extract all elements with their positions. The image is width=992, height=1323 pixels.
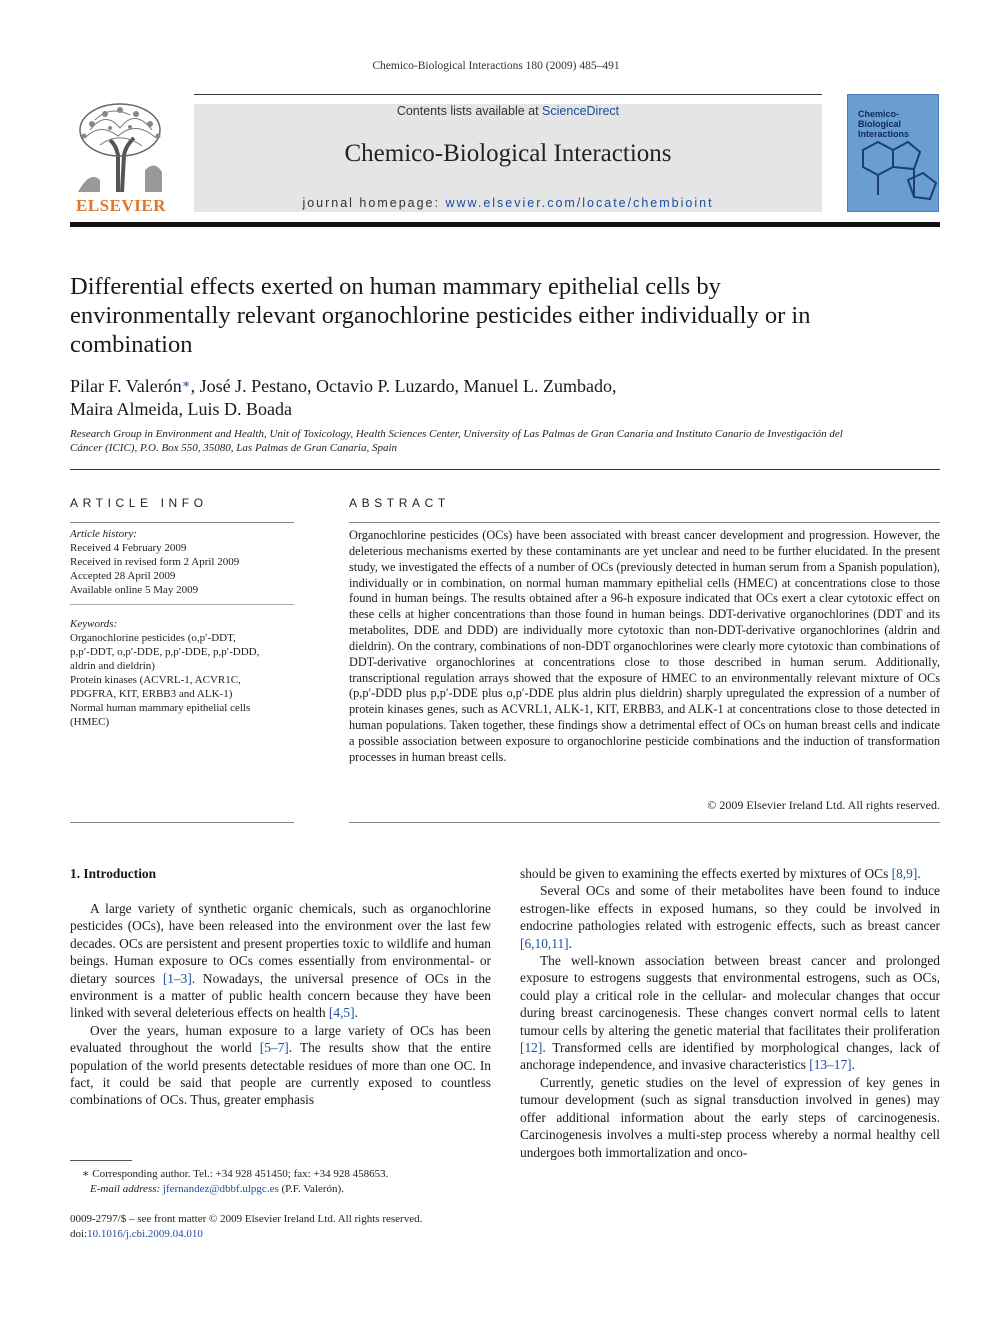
history-item: Accepted 28 April 2009 bbox=[70, 570, 176, 582]
paragraph: Over the years, human exposure to a large variety of OCs has been evaluated throughout the world [5–7]. The results show that the entire population of the world presents detectable residues of more than one OC. In fact, it could be said that people are currently exposed to countless combinations of OCs. Thus, greater emphasis bbox=[70, 1022, 491, 1108]
publisher-name: ELSEVIER bbox=[76, 196, 166, 215]
footnote-email: E-mail address: jfernandez@dbbf.ulpgc.es (P.F. Valerón). bbox=[90, 1182, 344, 1195]
citation-link[interactable]: [5–7] bbox=[259, 1040, 289, 1056]
molecule-icon bbox=[848, 125, 939, 212]
author-first[interactable]: Pilar F. Valerón bbox=[70, 376, 182, 396]
history-item: Received in revised form 2 April 2009 bbox=[70, 556, 240, 568]
doi-link[interactable]: 10.1016/j.cbi.2009.04.010 bbox=[87, 1227, 203, 1240]
article-title: Differential effects exerted on human mammary epithelial cells by environmentally relevant organochlorine pesticides either individually or in combination bbox=[70, 273, 811, 358]
keyword-line: (HMEC) bbox=[70, 716, 110, 728]
paragraph: Several OCs and some of their metabolites have been found to induce estrogen-like effects in exposed humans, so they could be involved in endocrine pathologies related with estrogenic effects, such as breast cancer [6,10,11]. bbox=[520, 883, 940, 951]
tree-icon bbox=[70, 100, 172, 195]
cover-title-line1: Chemico-Biological bbox=[858, 109, 902, 129]
author-list bbox=[70, 372, 770, 421]
keyword-line: Organochlorine pesticides (o,p′-DDT, bbox=[70, 632, 236, 644]
header-thick-rule bbox=[70, 222, 940, 227]
footnote-corresponding: ∗ Corresponding author. Tel.: +34 928 451450; fax: +34 928 458653. bbox=[82, 1168, 389, 1180]
citation-link[interactable]: [4,5] bbox=[328, 1005, 355, 1021]
issn-line: 0009-2797/$ – see front matter © 2009 Elsevier Ireland Ltd. All rights reserved. bbox=[70, 1213, 423, 1225]
keywords-label: Keywords: bbox=[70, 618, 118, 630]
info-rule-mid bbox=[70, 604, 294, 605]
body-column-left bbox=[70, 900, 491, 1109]
history-item: Available online 5 May 2009 bbox=[70, 584, 199, 596]
paragraph: should be given to examining the effects exerted by mixtures of OCs [8,9]. bbox=[520, 866, 921, 881]
contents-line bbox=[194, 104, 822, 118]
elsevier-logo[interactable] bbox=[70, 100, 172, 218]
authors-rest-line1: , José J. Pestano, Octavio P. Luzardo, Manuel L. Zumbado, bbox=[190, 376, 617, 396]
abstract-rule-bottom bbox=[349, 822, 940, 823]
journal-title: Chemico-Biological Interactions bbox=[344, 140, 672, 167]
authors-line2: Maira Almeida, Luis D. Boada bbox=[70, 399, 292, 419]
contents-prefix: Contents lists available at bbox=[396, 104, 543, 118]
affiliation: Research Group in Environment and Health, Unit of Toxicology, Health Sciences Center, University of Las Palmas de Gran Canaria and Instituto Canario de Investigación del Cáncer (ICIC), P.O. Box 550, 35080, Las Palmas de Gran Canaria, Spain bbox=[70, 428, 843, 454]
history-label: Article history: bbox=[70, 528, 137, 540]
paragraph: Currently, genetic studies on the level of expression of key genes in tumour development (such as signal transduction involved in genes) may offer additional information about the early steps of carcinogenesis. Carcinogenesis involves a multi-step process whereby a normal healthy cell undergoes both immortalization and onco- bbox=[520, 1074, 940, 1160]
footnote-rule bbox=[70, 1160, 132, 1161]
article-history bbox=[70, 527, 294, 597]
keyword-line: Protein kinases (ACVRL-1, ACVR1C, bbox=[70, 674, 241, 686]
keyword-line: Normal human mammary epithelial cells bbox=[70, 702, 251, 714]
doi-line: doi:10.1016/j.cbi.2009.04.010 bbox=[70, 1227, 203, 1240]
paragraph: A large variety of synthetic organic chemicals, such as organochlorine pesticides (OCs), have been released into the environment over the last few decades. OCs are persistent and present properties toxic to wildlife and human beings. Human exposure to OCs comes essentially from environmental- or dietary sources [1–3]. Nowadays, the universal presence of OCs in the environment is a matter of public health concern because they have been linked with several deleterious effects on health [4,5]. bbox=[70, 901, 491, 1021]
section-heading-introduction: 1. Introduction bbox=[70, 866, 157, 881]
info-rule-bottom bbox=[70, 822, 294, 823]
corresponding-star[interactable]: ∗ bbox=[181, 376, 191, 391]
history-item: Received 4 February 2009 bbox=[70, 542, 187, 554]
issn-block bbox=[70, 1212, 570, 1241]
info-rule-top bbox=[70, 522, 294, 523]
citation-link[interactable]: [13–17] bbox=[809, 1057, 852, 1073]
keyword-line: p,p′-DDT, o,p′-DDE, p,p′-DDE, p,p′-DDD, bbox=[70, 646, 260, 658]
article-info-heading: ARTICLE INFO bbox=[70, 496, 208, 510]
body-column-right bbox=[520, 865, 940, 1161]
homepage-prefix: journal homepage: bbox=[302, 196, 446, 210]
affiliation-rule bbox=[70, 469, 940, 470]
abstract-text: Organochlorine pesticides (OCs) have been associated with breast cancer development and progression. However, the deleterious mechanisms exerted by these contaminants are yet unclear and need to be further elucidated. In the present study, we investigated the effects of a number of OCs (previously detected in human serum from a Spanish population), individually or in combination, on normal human mammary epithelial cells (HMEC) at concentrations close to those found in human beings. The results obtained after a 96-h exposure indicated that OCs exert a clear cytotoxic effect on these cells at higher concentrations than those found in human beings. DDT-derivative organochlorines (DDT and its metabolites, DDE and DDD) are individually more cytotoxic than non-DDT-derivative organochlorines (aldrin and dieldrin). On the contrary, combinations of non-DDT organochlorines were clearly more cytotoxic than combinations of DDT-derivative organochlorines at concentrations close to those described in human serum. Additionally, transcriptional regulation arrays showed that the exposure of HMEC to an environmentally relevant mixture of OCs (p,p′-DDD plus p,p′-DDE plus o,p′-DDE plus aldrin plus dieldrin) sharply upregulated the expression of a number of protein kinases genes, such as ACVRL1, ALK-1, KIT, ERBB3, and ALK-1 at concentrations close to those detected in human populations. Taken together, these findings show a detrimental effect of OCs on human breast cells and indicate a possible association between exposure to organochlorine pesticide combinations and the induction of transformation processes in human breast cells. bbox=[349, 528, 940, 764]
footnote bbox=[70, 1167, 490, 1196]
citation-link[interactable]: [6,10,11] bbox=[520, 935, 569, 951]
journal-banner bbox=[194, 104, 822, 212]
running-head: Chemico-Biological Interactions 180 (2009) 485–491 bbox=[372, 60, 620, 72]
journal-cover[interactable] bbox=[847, 94, 939, 212]
header-rule bbox=[194, 94, 822, 95]
keywords bbox=[70, 617, 294, 729]
keyword-line: PDGFRA, KIT, ERBB3 and ALK-1) bbox=[70, 688, 233, 700]
cover-title-line2: Interactions bbox=[858, 129, 910, 139]
copyright: © 2009 Elsevier Ireland Ltd. All rights reserved. bbox=[707, 798, 940, 812]
email-link[interactable]: jfernandez@dbbf.ulpgc.es bbox=[162, 1182, 279, 1195]
sciencedirect-link[interactable]: ScienceDirect bbox=[542, 104, 620, 118]
paragraph: The well-known association between breast cancer and prolonged exposure to estrogens suggests that environmental estrogens, such as OCs, could play a critical role in the cellular- and molecular changes that occur during breast carcinogenesis. These changes convert normal cells to latent tumour cells by altering the genetic material that facilitates their proliferation [12]. Transformed cells are identified by morphological changes, lack of anchorage independence, and invasive characteristics [13–17]. bbox=[520, 953, 940, 1073]
abstract-heading: ABSTRACT bbox=[349, 496, 450, 510]
citation-link[interactable]: [12] bbox=[520, 1040, 543, 1056]
journal-homepage bbox=[194, 196, 822, 210]
keyword-line: aldrin and dieldrin) bbox=[70, 660, 155, 672]
citation-link[interactable]: [1–3] bbox=[162, 970, 192, 986]
abstract-rule-top bbox=[349, 522, 940, 523]
homepage-link[interactable]: www.elsevier.com/locate/chembioint bbox=[445, 196, 714, 210]
citation-link[interactable]: [8,9] bbox=[891, 866, 918, 881]
